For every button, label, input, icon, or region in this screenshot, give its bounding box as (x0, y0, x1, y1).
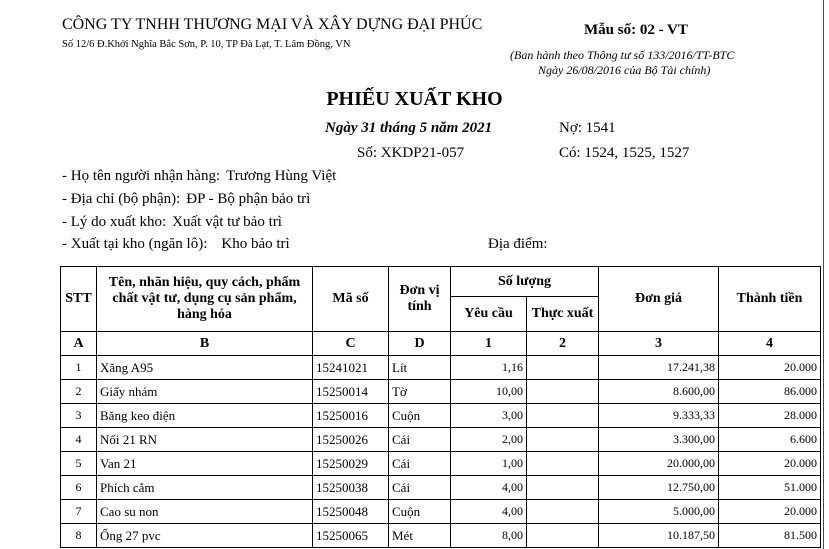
reason-line (62, 214, 282, 231)
warehouse-value: Kho bảo trì (221, 236, 290, 252)
cell-unit-price: 10.187,50 (599, 524, 719, 548)
voucher-date: Ngày 31 tháng 5 năm 2021 (325, 120, 493, 136)
cell-amount: 81.500 (719, 524, 821, 548)
cell-qty-requested: 1,00 (451, 452, 527, 476)
cell-qty-actual (527, 428, 599, 452)
cell-amount: 20.000 (719, 356, 821, 380)
receiver-value: Trương Hùng Việt (226, 168, 337, 184)
header-unit: Đơn vị tính (389, 267, 451, 332)
cell-unit-price: 5.000,00 (599, 500, 719, 524)
cell-qty-requested: 4,00 (451, 500, 527, 524)
cell-amount: 28.000 (719, 404, 821, 428)
warehouse-line (62, 236, 290, 253)
header-unit-price: Đơn giá (599, 267, 719, 332)
table-row (61, 356, 821, 380)
cell-code: 15250014 (313, 380, 389, 404)
table-row (61, 476, 821, 500)
table-row (61, 500, 821, 524)
table-row (61, 428, 821, 452)
cell-unit: Cái (389, 476, 451, 500)
cell-unit-price: 20.000,00 (599, 452, 719, 476)
cell-stt: 7 (61, 500, 97, 524)
column-letter: 3 (599, 332, 719, 356)
company-address: Số 12/6 Đ.Khởi Nghĩa Bắc Sơn, P. 10, TP Đà Lạt, T. Lâm Đồng, VN (62, 39, 351, 50)
cell-unit-price: 9.333,33 (599, 404, 719, 428)
cell-qty-requested: 8,00 (451, 524, 527, 548)
cell-item-name: Ống 27 pvc (97, 524, 313, 548)
receiver-label: - Họ tên người nhận hàng: (62, 168, 221, 184)
header-qty-requested: Yêu cầu (451, 297, 527, 332)
header-item-name: Tên, nhãn hiệu, quy cách, phẩm chất vật tư, dụng cụ sản phẩm, hàng hóa (97, 267, 313, 332)
cell-qty-actual (527, 476, 599, 500)
cell-qty-actual (527, 380, 599, 404)
form-number: Mẫu số: 02 - VT (584, 22, 688, 38)
header-qty-actual: Thực xuất (527, 297, 599, 332)
column-letter: C (313, 332, 389, 356)
receiver-line (62, 168, 336, 185)
cell-stt: 3 (61, 404, 97, 428)
column-letter-row (61, 332, 821, 356)
cell-stt: 5 (61, 452, 97, 476)
cell-stt: 8 (61, 524, 97, 548)
department-line (62, 191, 310, 208)
cell-item-name: Giấy nhám (97, 380, 313, 404)
table-row (61, 380, 821, 404)
cell-amount: 20.000 (719, 452, 821, 476)
cell-amount: 6.600 (719, 428, 821, 452)
header-amount: Thành tiền (719, 267, 821, 332)
cell-qty-actual (527, 524, 599, 548)
items-table (60, 266, 821, 548)
circular-reference-line2: Ngày 26/08/2016 của Bộ Tài chính) (538, 63, 711, 77)
cell-unit: Cuộn (389, 404, 451, 428)
cell-unit: Cái (389, 428, 451, 452)
header-stt: STT (61, 267, 97, 332)
cell-item-name: Nối 21 RN (97, 428, 313, 452)
cell-unit: Cái (389, 452, 451, 476)
cell-amount: 20.000 (719, 500, 821, 524)
cell-unit: Cuộn (389, 500, 451, 524)
warehouse-label: - Xuất tại kho (ngăn lô): (62, 236, 208, 252)
cell-code: 15250029 (313, 452, 389, 476)
column-letter: B (97, 332, 313, 356)
header-quantity: Số lượng (451, 267, 599, 297)
cell-amount: 51.000 (719, 476, 821, 500)
cell-amount: 86.000 (719, 380, 821, 404)
cell-unit: Lít (389, 356, 451, 380)
window-frame-edge (823, 0, 824, 549)
reason-label: - Lý do xuất kho: (62, 214, 167, 230)
cell-qty-requested: 2,00 (451, 428, 527, 452)
table-row (61, 404, 821, 428)
cell-qty-actual (527, 356, 599, 380)
cell-stt: 1 (61, 356, 97, 380)
location-label: Địa điểm: (488, 236, 548, 252)
credit-account: Có: 1524, 1525, 1527 (559, 145, 690, 161)
cell-code: 15250065 (313, 524, 389, 548)
debit-account: Nợ: 1541 (559, 120, 616, 136)
table-row (61, 452, 821, 476)
reason-value: Xuất vật tư bảo trì (172, 214, 282, 230)
cell-qty-requested: 1,16 (451, 356, 527, 380)
column-letter: 1 (451, 332, 527, 356)
cell-item-name: Băng keo điện (97, 404, 313, 428)
cell-item-name: Phích cắm (97, 476, 313, 500)
table-row (61, 524, 821, 548)
document-title: PHIẾU XUẤT KHO (326, 88, 503, 110)
cell-code: 15250038 (313, 476, 389, 500)
column-letter: D (389, 332, 451, 356)
cell-unit-price: 3.300,00 (599, 428, 719, 452)
column-letter: 4 (719, 332, 821, 356)
circular-reference-line1: (Ban hành theo Thông tư số 133/2016/TT-BTC (510, 48, 735, 62)
column-letter: 2 (527, 332, 599, 356)
cell-qty-actual (527, 404, 599, 428)
cell-code: 15250048 (313, 500, 389, 524)
cell-stt: 4 (61, 428, 97, 452)
cell-item-name: Xăng A95 (97, 356, 313, 380)
cell-unit-price: 17.241,38 (599, 356, 719, 380)
cell-stt: 6 (61, 476, 97, 500)
cell-qty-requested: 3,00 (451, 404, 527, 428)
department-value: ĐP - Bộ phận bảo trì (186, 191, 311, 207)
cell-code: 15241021 (313, 356, 389, 380)
voucher-number: Số: XKDP21-057 (357, 145, 465, 161)
column-letter: A (61, 332, 97, 356)
cell-unit: Mét (389, 524, 451, 548)
header-code: Mã số (313, 267, 389, 332)
company-name: CÔNG TY TNHH THƯƠNG MẠI VÀ XÂY DỰNG ĐẠI PHÚC (62, 16, 483, 33)
cell-qty-requested: 4,00 (451, 476, 527, 500)
cell-qty-requested: 10,00 (451, 380, 527, 404)
cell-qty-actual (527, 452, 599, 476)
cell-unit-price: 12.750,00 (599, 476, 719, 500)
department-label: - Địa chỉ (bộ phận): (62, 191, 181, 207)
cell-item-name: Cao su non (97, 500, 313, 524)
cell-unit-price: 8.600,00 (599, 380, 719, 404)
cell-unit: Tờ (389, 380, 451, 404)
cell-code: 15250026 (313, 428, 389, 452)
cell-stt: 2 (61, 380, 97, 404)
cell-item-name: Van 21 (97, 452, 313, 476)
cell-qty-actual (527, 500, 599, 524)
cell-code: 15250016 (313, 404, 389, 428)
